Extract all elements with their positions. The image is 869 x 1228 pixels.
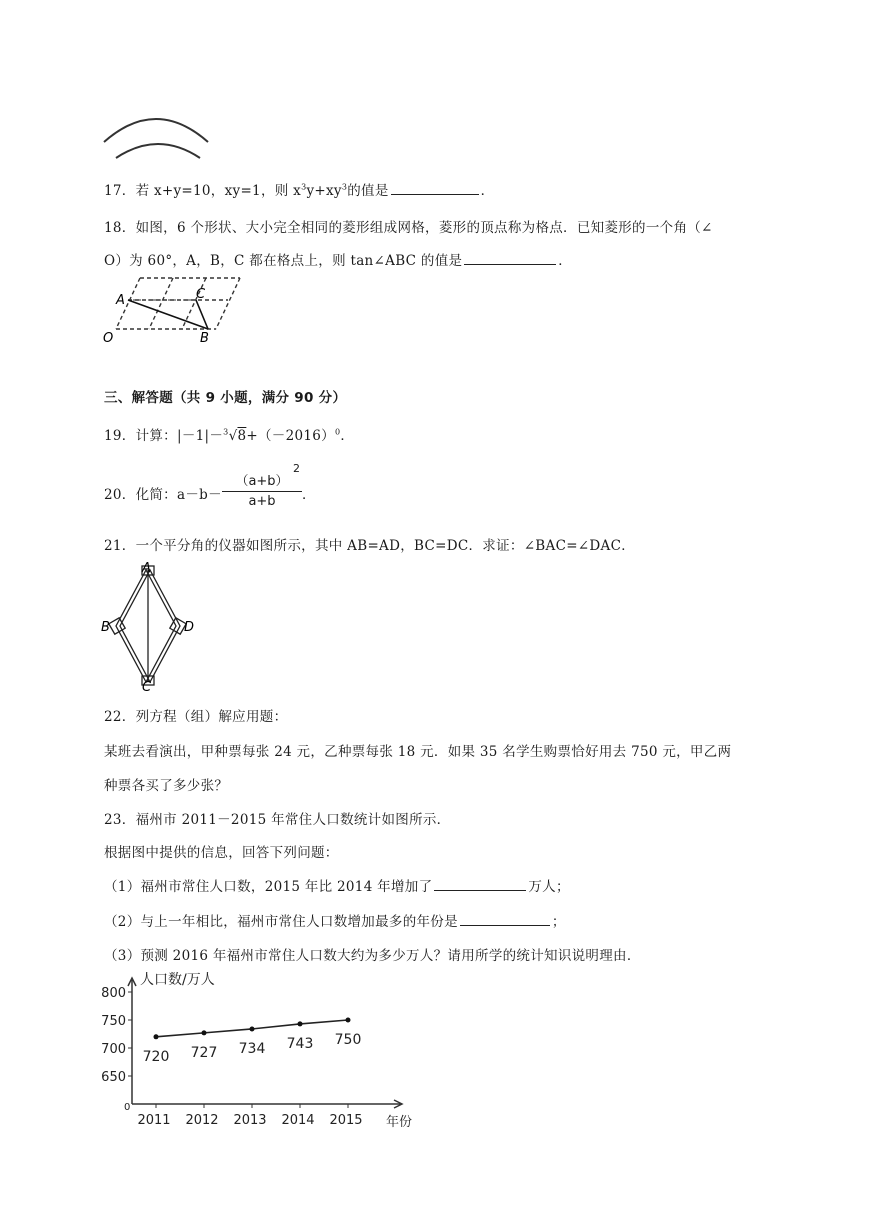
x-tick-label: 2012 — [185, 1113, 219, 1128]
label-O: O — [103, 331, 114, 346]
label-D: D — [184, 620, 195, 635]
data-label: 743 — [286, 1035, 314, 1052]
x-tick-label: 2015 — [329, 1113, 363, 1128]
data-label: 727 — [190, 1044, 218, 1061]
question-20: 20．化简：a－b－ — [104, 487, 222, 503]
question-23-intro: 根据图中提供的信息，回答下列问题： — [104, 845, 339, 861]
y-tick-label: 750 — [101, 1014, 126, 1029]
population-line-chart — [96, 968, 436, 1130]
x-tick-label: 2011 — [137, 1113, 171, 1128]
section-3-heading: 三、解答题（共 9 小题，满分 90 分） — [104, 390, 347, 406]
data-point — [154, 1034, 159, 1039]
answer-blank-23-1[interactable] — [434, 876, 526, 891]
question-22-line2: 种票各买了多少张？ — [104, 778, 229, 794]
label-A: A — [142, 561, 151, 576]
arc-figure — [98, 104, 218, 164]
data-point — [250, 1026, 255, 1031]
question-17: 17．若 x+y=10，xy=1，则 $x^3y+xy^3$的值是 ． — [104, 179, 494, 199]
y-tick-label: 650 — [101, 1070, 126, 1085]
answer-blank-17[interactable] — [391, 180, 479, 195]
q20-numerator: （a+b） — [235, 474, 289, 489]
data-point — [298, 1021, 303, 1026]
data-label: 734 — [238, 1040, 266, 1057]
radical-sign: √ — [228, 428, 238, 444]
q20-fraction — [222, 462, 302, 509]
x-axis-title: 年份 — [386, 1115, 413, 1130]
x-tick-label: 2014 — [281, 1113, 315, 1128]
y-tick-label: 800 — [101, 986, 126, 1001]
y-tick-label: 700 — [101, 1042, 126, 1057]
question-22-title: 22．列方程（组）解应用题： — [104, 709, 288, 725]
angle-bisector-figure — [98, 560, 208, 692]
answer-blank-23-2[interactable] — [460, 911, 550, 926]
label-C: C — [142, 680, 152, 692]
y-axis-title: 人口数/万人 — [140, 972, 215, 988]
label-B: B — [200, 331, 209, 346]
question-23-title: 23．福州市 2011－2015 年常住人口数统计如图所示． — [104, 812, 451, 828]
data-label: 720 — [142, 1048, 170, 1065]
label-B: B — [101, 620, 110, 635]
data-point — [346, 1018, 351, 1023]
question-18-line2: O）为 60°，A，B，C 都在格点上，则 tan∠ABC 的值是 ． — [104, 249, 572, 269]
data-label: 750 — [334, 1032, 362, 1048]
label-A: A — [116, 293, 125, 308]
question-23-part1: （1）福州市常住人口数，2015 年比 2014 年增加了 万人； — [104, 875, 570, 895]
question-22-line1: 某班去看演出，甲种票每张 24 元，乙种票每张 18 元．如果 35 名学生购票恰好用去 750 元，甲乙两 — [104, 744, 732, 760]
q20-denominator: a+b — [248, 494, 276, 509]
question-23-part3: （3）预测 2016 年福州市常住人口数大约为多少万人？请用所学的统计知识说明理由． — [104, 948, 641, 964]
question-21: 21．一个平分角的仪器如图所示，其中 AB=AD，BC=DC．求证：∠BAC=∠DAC． — [104, 538, 636, 554]
question-23-part2: （2）与上一年相比，福州市常住人口数增加最多的年份是 ； — [104, 910, 566, 930]
question-19: 19．计算：$|-1|-^3√8+(-2016)^0$． — [104, 427, 355, 444]
q20-power: 2 — [293, 462, 300, 475]
origin-label: 0 — [124, 1102, 131, 1113]
x-tick-label: 2013 — [233, 1113, 267, 1128]
label-C: C — [196, 287, 206, 302]
rhombus-grid-figure — [100, 274, 250, 346]
q17-text: 17．若 x+y=10，xy=1，则 x — [104, 183, 302, 199]
data-point — [202, 1030, 207, 1035]
question-18-line1: 18．如图，6 个形状、大小完全相同的菱形组成网格，菱形的顶点称为格点．已知菱形的一个角（∠ — [104, 220, 713, 236]
answer-blank-18[interactable] — [464, 250, 556, 265]
